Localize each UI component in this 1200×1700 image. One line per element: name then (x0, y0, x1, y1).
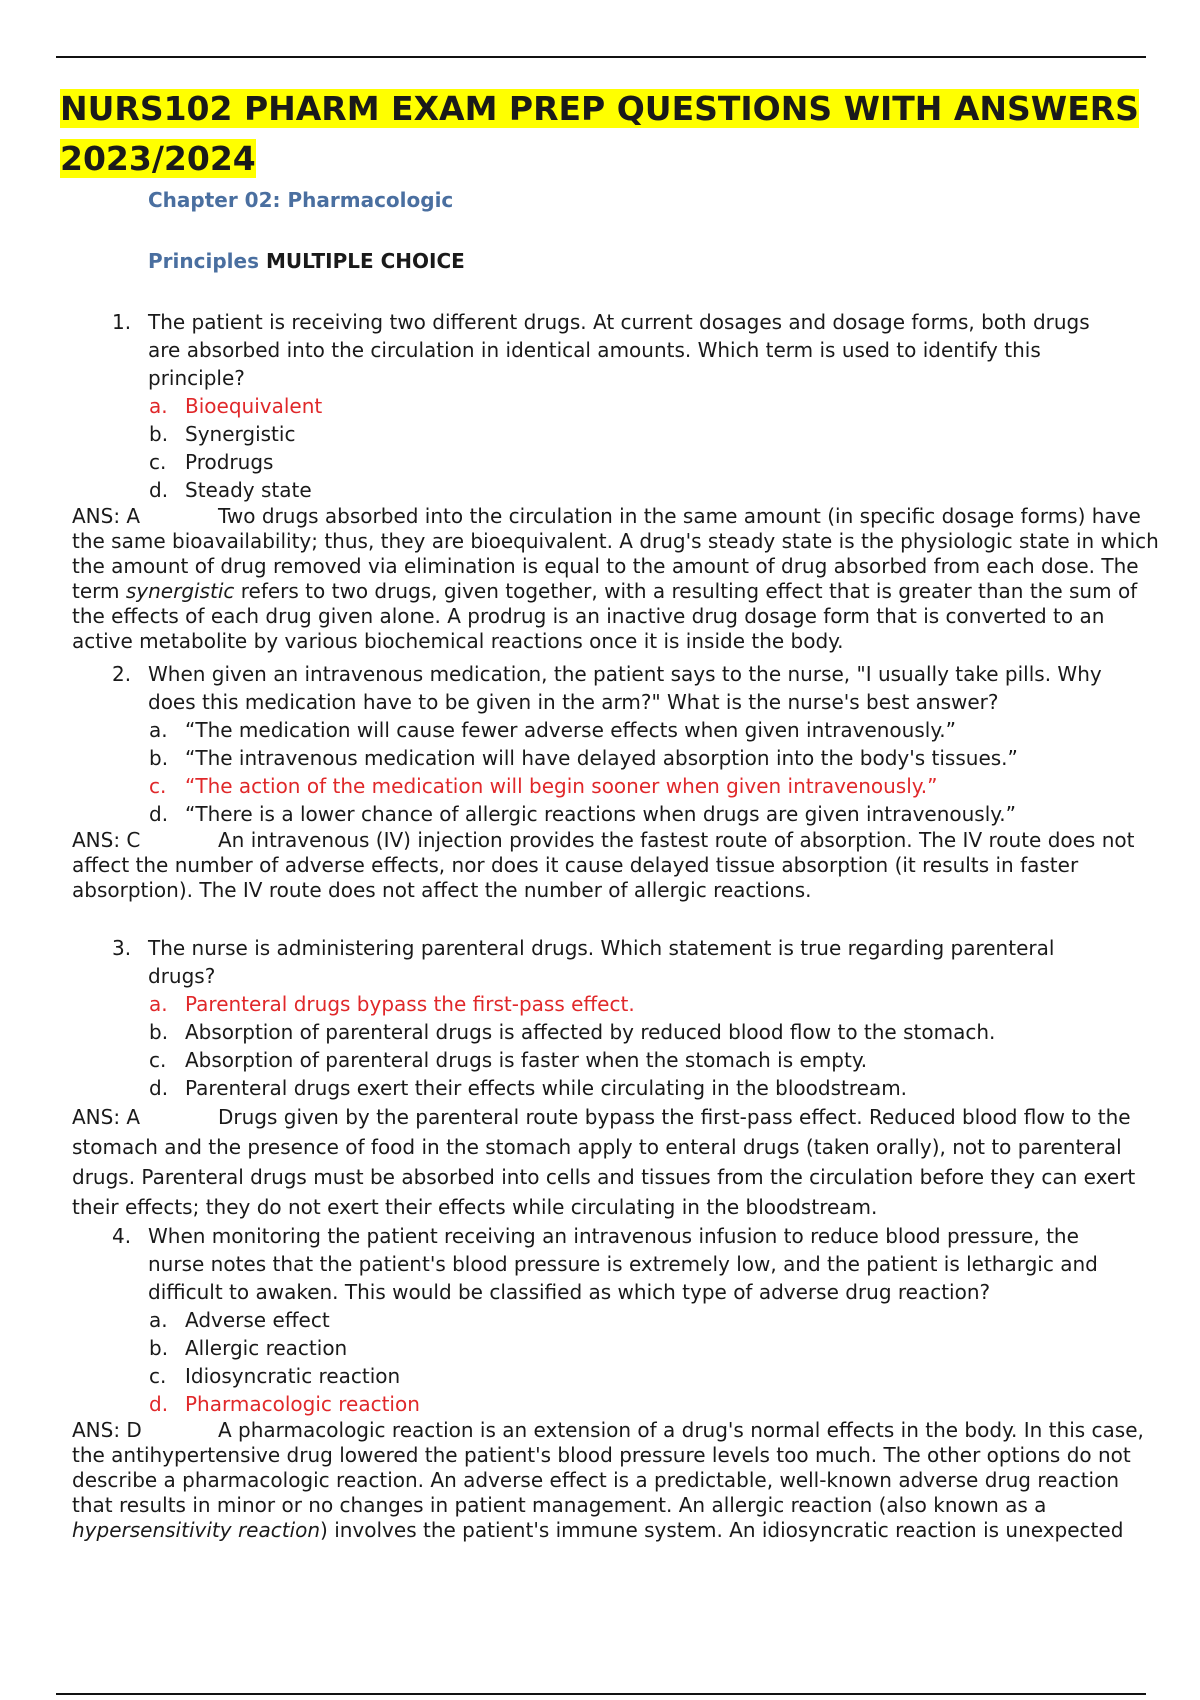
option-text: Synergistic (185, 422, 296, 446)
option-c (149, 1362, 1200, 1390)
option-letter: b. (149, 1336, 169, 1360)
option-a (149, 716, 1200, 744)
option-text: Parenteral drugs exert their effects while circulating in the bloodstream. (185, 1076, 908, 1100)
option-letter: c. (149, 1364, 167, 1388)
option-letter: a. (149, 992, 168, 1016)
answer-text: A pharmacologic reaction is an extension of a drug's normal effects in the body. In this case, the antihypertensive drug lowered the patient's blood pressure levels too much. The other options do not describe a pharmacologic reaction. An adverse effect is a predictable, well-known adverse drug reaction that results in minor or no changes in patient management. An allergic reaction (also known as a (72, 1418, 1144, 1517)
section-principles: Principles (148, 249, 259, 273)
answer-label: ANS: D (72, 1418, 142, 1442)
option-letter: b. (149, 422, 169, 446)
option-letter: c. (149, 450, 167, 474)
option-c (149, 1046, 1200, 1074)
option-letter: c. (149, 774, 167, 798)
option-text: Idiosyncratic reaction (185, 1364, 401, 1388)
answer-label: ANS: C (72, 828, 141, 852)
option-letter: c. (149, 1048, 167, 1072)
title-highlight: NURS102 PHARM EXAM PREP QUESTIONS WITH ANSWERS 2023/2024 (60, 89, 1139, 178)
option-b (149, 1018, 1200, 1046)
option-letter: d. (149, 478, 169, 502)
option-text: “There is a lower chance of allergic reactions when drugs are given intravenously.” (185, 802, 1016, 826)
answer-rationale (72, 1102, 1162, 1222)
question-text: When given an intravenous medication, the patient says to the nurse, "I usually take pills. Why does this medication have to be given in the arm?" What is the nurse's best answer? (148, 662, 1102, 714)
option-text: “The action of the medication will begin sooner when given intravenously.” (185, 774, 938, 798)
answer-label: ANS: A (72, 504, 141, 528)
top-rule (56, 56, 1146, 58)
option-text: Absorption of parenteral drugs is affected by reduced blood flow to the stomach. (185, 1020, 996, 1044)
answer-text: Two drugs absorbed into the circulation in the same amount (in specific dosage forms) have the same bioavailability; thus, they are bioequivalent. A drug's steady state is the physiologic state in which the amount of drug removed via elimination is equal to the amount of drug absorbed from each dose. The term (72, 504, 1159, 603)
question-stem (112, 1222, 1108, 1306)
option-text: Absorption of parenteral drugs is faster when the stomach is empty. (185, 1048, 868, 1072)
question-text: The patient is receiving two different drugs. At current dosages and dosage forms, both drugs are absorbed into the circulation in identical amounts. Which term is used to identify this principle? (148, 310, 1090, 390)
option-letter: a. (149, 1308, 168, 1332)
options-list (0, 1306, 1200, 1418)
option-d (149, 800, 1200, 828)
option-d (149, 1074, 1200, 1102)
option-a (149, 392, 1200, 420)
option-letter: a. (149, 394, 168, 418)
option-text: Parenteral drugs bypass the first-pass effect. (185, 992, 635, 1016)
option-b (149, 1334, 1200, 1362)
answer-emphasis: synergistic (125, 579, 235, 603)
option-letter: a. (149, 718, 168, 742)
document-title (60, 84, 1150, 184)
answer-emphasis: hypersensitivity reaction (72, 1518, 321, 1542)
option-text: “The medication will cause fewer adverse effects when given intravenously.” (185, 718, 957, 742)
option-b (149, 744, 1200, 772)
question-text: When monitoring the patient receiving an intravenous infusion to reduce blood pressure, the nurse notes that the patient's blood pressure is extremely low, and the patient is lethargic and difficult to awaken. This would be classified as which type of adverse drug reaction? (148, 1224, 1098, 1304)
question-4 (0, 1222, 1200, 1563)
answer-text-cont: ) involves the patient's immune system. An idiosyncratic reaction is unexpected (320, 1518, 1124, 1542)
option-a (149, 1306, 1200, 1334)
question-stem (112, 934, 1108, 990)
question-number: 1. (112, 310, 132, 334)
option-text: Allergic reaction (185, 1336, 348, 1360)
question-text: The nurse is administering parenteral drugs. Which statement is true regarding parenteral drugs? (148, 936, 1055, 988)
question-stem (112, 660, 1108, 716)
answer-text: Drugs given by the parenteral route bypass the first-pass effect. Reduced blood flow to the stomach and the presence of food in the stomach apply to enteral drugs (taken orally), not to parenteral drugs. Parenteral drugs must be absorbed into cells and tissues from the circulation before they can exert their effects; they do not exert their effects while circulating in the bloodstream. (72, 1105, 1136, 1219)
option-text: Adverse effect (185, 1308, 330, 1332)
chapter-heading: Chapter 02: Pharmacologic (148, 188, 454, 212)
option-b (149, 420, 1200, 448)
option-text: Pharmacologic reaction (185, 1392, 420, 1416)
options-list (0, 392, 1200, 504)
answer-text-cont: refers to two drugs, given together, with a resulting effect that is greater than the sum of the effects of each drug given alone. A prodrug is an inactive drug dosage form that is converted to an active metabolite by various biochemical reactions once it is inside the body. (72, 579, 1138, 653)
option-text: Prodrugs (185, 450, 274, 474)
options-list (0, 716, 1200, 828)
answer-rationale (72, 504, 1162, 654)
section-heading (148, 249, 465, 273)
answer-text: An intravenous (IV) injection provides the fastest route of absorption. The IV route does not affect the number of adverse effects, nor does it cause delayed tissue absorption (it results in faster absorption). The IV route does not affect the number of allergic reactions. (72, 828, 1135, 902)
question-3 (0, 934, 1200, 1242)
bottom-rule (56, 1693, 1146, 1695)
option-letter: b. (149, 746, 169, 770)
question-1 (0, 308, 1200, 674)
option-d (149, 476, 1200, 504)
option-letter: d. (149, 1076, 169, 1100)
option-d (149, 1390, 1200, 1418)
question-number: 3. (112, 936, 132, 960)
question-number: 2. (112, 662, 132, 686)
option-c (149, 448, 1200, 476)
option-text: Steady state (185, 478, 312, 502)
answer-rationale (72, 828, 1162, 903)
question-stem (112, 308, 1108, 392)
options-list (0, 990, 1200, 1102)
section-type: MULTIPLE CHOICE (265, 249, 465, 273)
question-2 (0, 660, 1200, 923)
option-a (149, 990, 1200, 1018)
answer-label: ANS: A (72, 1105, 141, 1129)
option-letter: d. (149, 1392, 169, 1416)
answer-rationale (72, 1418, 1162, 1543)
option-text: Bioequivalent (185, 394, 323, 418)
option-text: “The intravenous medication will have delayed absorption into the body's tissues.” (185, 746, 1018, 770)
option-letter: d. (149, 802, 169, 826)
option-letter: b. (149, 1020, 169, 1044)
question-number: 4. (112, 1224, 132, 1248)
option-c (149, 772, 1200, 800)
